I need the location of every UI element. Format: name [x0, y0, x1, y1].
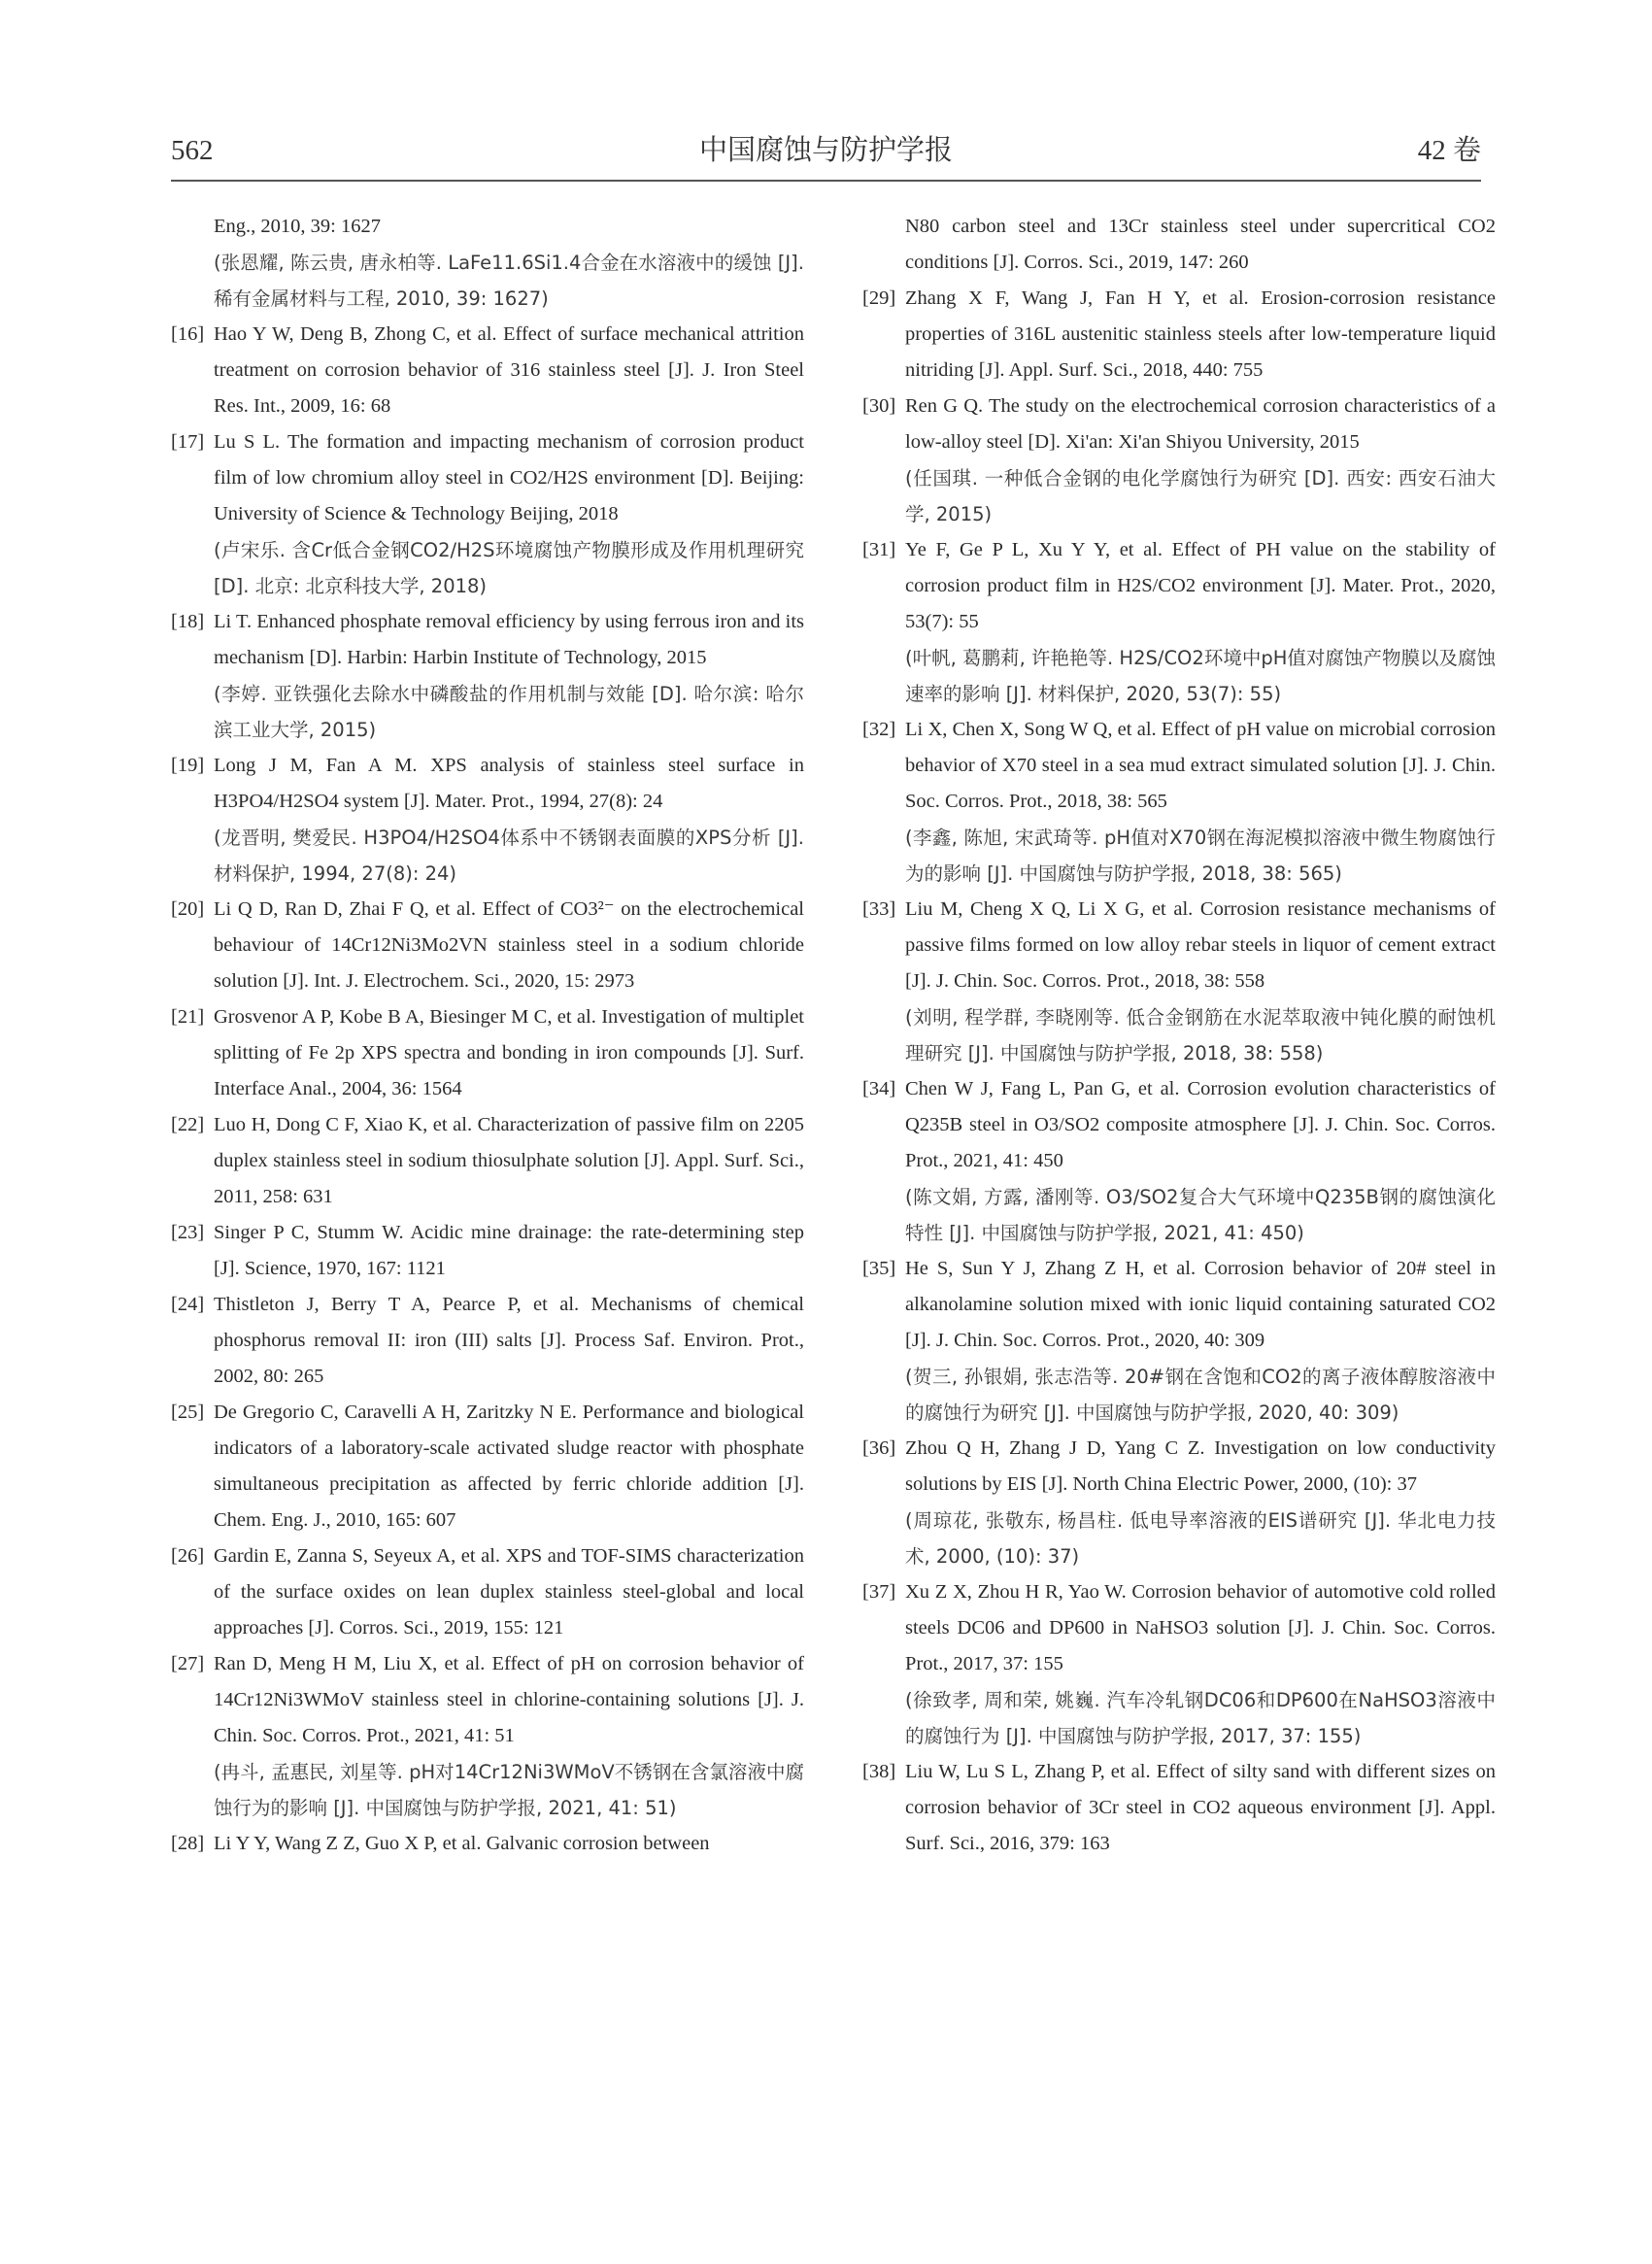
reference-text-en: Li T. Enhanced phosphate removal efficiency by using ferrous iron and its mechanism [D]. Harbin: Harbin Institute of Technology, 2015 [214, 611, 804, 668]
reference-text-zh: (李鑫, 陈旭, 宋武琦等. pH值对X70钢在海泥模拟溶液中微生物腐蚀行为的影响 [J]. 中国腐蚀与防护学报, 2018, 38: 565) [905, 827, 1496, 885]
reference-text-zh: (刘明, 程学群, 李晓刚等. 低合金钢筋在水泥萃取液中钝化膜的耐蚀机理研究 [J]. 中国腐蚀与防护学报, 2018, 38: 558) [905, 1006, 1496, 1064]
reference-text-en: Zhou Q H, Zhang J D, Yang C Z. Investigation on low conductivity solutions by EIS [J]. North China Electric Power, 2000, (10): 37 [905, 1437, 1496, 1495]
reference-text-en: N80 carbon steel and 13Cr stainless steel under supercritical CO2 conditions [J]. Corros. Sci., 2019, 147: 260 [905, 216, 1496, 273]
reference-text-en: Liu M, Cheng X Q, Li X G, et al. Corrosion resistance mechanisms of passive films formed on low alloy rebar steels in liquor of cement extract [J]. J. Chin. Soc. Corros. Prot., 2018, 38: 558 [905, 898, 1496, 992]
reference-text-zh: (陈文娟, 方露, 潘刚等. O3/SO2复合大气环境中Q235B钢的腐蚀演化特性 [J]. 中国腐蚀与防护学报, 2021, 41: 450) [905, 1186, 1496, 1244]
reference-entry [171, 604, 804, 748]
reference-text-en: Xu Z X, Zhou H R, Yao W. Corrosion behavior of automotive cold rolled steels DC06 and DP600 in NaHSO3 solution [J]. J. Chin. Soc. Corros. Prot., 2017, 37: 155 [905, 1581, 1496, 1674]
reference-entry [171, 999, 804, 1107]
reference-text-en: Eng., 2010, 39: 1627 [214, 216, 381, 237]
reference-text-en: De Gregorio C, Caravelli A H, Zaritzky N E. Performance and biological indicators of a laboratory-scale activated sludge reactor with phosphate simultaneous precipitation as affected by ferric chloride addition [J]. Chem. Eng. J., 2010, 165: 607 [214, 1402, 804, 1531]
reference-number: [24] [171, 1294, 205, 1315]
reference-text-en: Li X, Chen X, Song W Q, et al. Effect of pH value on microbial corrosion behavior of X70 steel in a sea mud extract simulated solution [J]. J. Chin. Soc. Corros. Prot., 2018, 38: 565 [905, 719, 1496, 812]
reference-text-zh: (叶帆, 葛鹏莉, 许艳艳等. H2S/CO2环境中pH值对腐蚀产物膜以及腐蚀速率的影响 [J]. 材料保护, 2020, 53(7): 55) [905, 647, 1496, 705]
reference-text-en: Li Q D, Ran D, Zhai F Q, et al. Effect of CO3²⁻ on the electrochemical behaviour of 14Cr12Ni3Mo2VN stainless steel in a sodium chloride solution [J]. Int. J. Electrochem. Sci., 2020, 15: 2973 [214, 898, 804, 992]
reference-text-en: Li Y Y, Wang Z Z, Guo X P, et al. Galvanic corrosion between [214, 1833, 710, 1854]
reference-text-en: Ren G Q. The study on the electrochemical corrosion characteristics of a low-alloy steel [D]. Xi'an: Xi'an Shiyou University, 2015 [905, 395, 1496, 453]
reference-text-en: Thistleton J, Berry T A, Pearce P, et al. Mechanisms of chemical phosphorus removal II: iron (III) salts [J]. Process Saf. Environ. Prot., 2002, 80: 265 [214, 1294, 804, 1387]
reference-entry [171, 209, 804, 317]
reference-entry [171, 317, 804, 424]
reference-number: [36] [862, 1437, 896, 1459]
reference-entry [862, 532, 1496, 712]
reference-text-zh: (李婷. 亚铁强化去除水中磷酸盐的作用机制与效能 [D]. 哈尔滨: 哈尔滨工业大学, 2015) [214, 683, 804, 741]
reference-text-en: Grosvenor A P, Kobe B A, Biesinger M C, et al. Investigation of multiplet splitting of Fe 2p XPS spectra and bonding in iron compounds [J]. Surf. Interface Anal., 2004, 36: 1564 [214, 1006, 804, 1099]
reference-entry [862, 209, 1496, 281]
reference-number: [28] [171, 1833, 205, 1854]
reference-number: [38] [862, 1761, 896, 1782]
reference-entry [862, 712, 1496, 892]
reference-number: [16] [171, 323, 205, 345]
reference-entry [862, 1431, 1496, 1574]
reference-number: [18] [171, 611, 205, 632]
reference-text-en: Luo H, Dong C F, Xiao K, et al. Characterization of passive film on 2205 duplex stainless steel in sodium thiosulphate solution [J]. Appl. Surf. Sci., 2011, 258: 631 [214, 1114, 804, 1207]
reference-entry [862, 1754, 1496, 1862]
reference-text-zh: (卢宋乐. 含Cr低合金钢CO2/H2S环境腐蚀产物膜形成及作用机理研究 [D]. 北京: 北京科技大学, 2018) [214, 539, 804, 597]
reference-text-en: Singer P C, Stumm W. Acidic mine drainage: the rate-determining step [J]. Science, 1970, 167: 1121 [214, 1222, 804, 1279]
reference-entry [171, 1287, 804, 1395]
reference-entry [862, 1574, 1496, 1754]
reference-text-en: Ran D, Meng H M, Liu X, et al. Effect of pH on corrosion behavior of 14Cr12Ni3WMoV stainless steel in chlorine-containing solutions [J]. J. Chin. Soc. Corros. Prot., 2021, 41: 51 [214, 1653, 804, 1746]
page-number: 562 [171, 135, 214, 166]
journal-title: 中国腐蚀与防护学报 [698, 135, 953, 166]
reference-text-en: Ye F, Ge P L, Xu Y Y, et al. Effect of PH value on the stability of corrosion product film in H2S/CO2 environment [J]. Mater. Prot., 2020, 53(7): 55 [905, 539, 1496, 632]
reference-text-en: Long J M, Fan A M. XPS analysis of stainless steel surface in H3PO4/H2SO4 system [J]. Mater. Prot., 1994, 27(8): 24 [214, 755, 804, 812]
reference-text-zh: (周琼花, 张敬东, 杨昌柱. 低电导率溶液的EIS谱研究 [J]. 华北电力技术, 2000, (10): 37) [905, 1509, 1496, 1568]
reference-text-en: Liu W, Lu S L, Zhang P, et al. Effect of silty sand with different sizes on corrosion behavior of 3Cr steel in CO2 aqueous environment [J]. Appl. Surf. Sci., 2016, 379: 163 [905, 1761, 1496, 1854]
reference-text-zh: (徐致孝, 周和荣, 姚巍. 汽车冷轧钢DC06和DP600在NaHSO3溶液中的腐蚀行为 [J]. 中国腐蚀与防护学报, 2017, 37: 155) [905, 1689, 1496, 1747]
reference-text-zh: (任国琪. 一种低合金钢的电化学腐蚀行为研究 [D]. 西安: 西安石油大学, 2015) [905, 467, 1496, 525]
reference-text-zh: (张恩耀, 陈云贵, 唐永柏等. LaFe11.6Si1.4合金在水溶液中的缓蚀 [J]. 稀有金属材料与工程, 2010, 39: 1627) [214, 252, 804, 310]
reference-entry [862, 892, 1496, 1071]
reference-number: [19] [171, 755, 205, 776]
reference-entry [862, 1071, 1496, 1251]
reference-number: [29] [862, 287, 896, 309]
reference-entry [862, 389, 1496, 532]
reference-entry [171, 1107, 804, 1215]
reference-number: [30] [862, 395, 896, 417]
reference-entry [171, 424, 804, 604]
reference-entry [862, 281, 1496, 389]
reference-entry [171, 1538, 804, 1646]
reference-column-right [862, 209, 1496, 1862]
reference-text-zh: (龙晋明, 樊爱民. H3PO4/H2SO4体系中不锈钢表面膜的XPS分析 [J]. 材料保护, 1994, 27(8): 24) [214, 827, 804, 885]
reference-number: [23] [171, 1222, 205, 1243]
reference-text-en: Lu S L. The formation and impacting mechanism of corrosion product film of low chromium alloy steel in CO2/H2S environment [D]. Beijing: University of Science & Technology Beijing, 2018 [214, 431, 804, 524]
reference-text-en: Zhang X F, Wang J, Fan H Y, et al. Erosion-corrosion resistance properties of 316L austenitic stainless steels after low-temperature liquid nitriding [J]. Appl. Surf. Sci., 2018, 440: 755 [905, 287, 1496, 381]
reference-number: [22] [171, 1114, 205, 1135]
reference-text-en: He S, Sun Y J, Zhang Z H, et al. Corrosion behavior of 20# steel in alkanolamine solution mixed with ionic liquid containing saturated CO2 [J]. J. Chin. Soc. Corros. Prot., 2020, 40: 309 [905, 1258, 1496, 1351]
reference-number: [35] [862, 1258, 896, 1279]
reference-column-left [171, 209, 804, 1862]
reference-number: [17] [171, 431, 205, 453]
reference-entry [862, 1251, 1496, 1431]
reference-number: [32] [862, 719, 896, 740]
reference-number: [27] [171, 1653, 205, 1674]
reference-text-en: Chen W J, Fang L, Pan G, et al. Corrosion evolution characteristics of Q235B steel in O3/SO2 composite atmosphere [J]. J. Chin. Soc. Corros. Prot., 2021, 41: 450 [905, 1078, 1496, 1171]
reference-number: [21] [171, 1006, 205, 1028]
reference-entry [171, 1215, 804, 1287]
reference-number: [25] [171, 1402, 205, 1423]
reference-number: [26] [171, 1545, 205, 1567]
reference-entry [171, 1826, 804, 1862]
volume-label: 42 卷 [1417, 135, 1481, 166]
header-rule [171, 180, 1481, 182]
reference-text-en: Hao Y W, Deng B, Zhong C, et al. Effect of surface mechanical attrition treatment on corrosion behavior of 316 stainless steel [J]. J. Iron Steel Res. Int., 2009, 16: 68 [214, 323, 804, 417]
reference-number: [34] [862, 1078, 896, 1099]
reference-number: [33] [862, 898, 896, 920]
reference-text-en: Gardin E, Zanna S, Seyeux A, et al. XPS and TOF-SIMS characterization of the surface oxides on lean duplex stainless steel-global and local approaches [J]. Corros. Sci., 2019, 155: 121 [214, 1545, 804, 1639]
reference-text-zh: (冉斗, 孟惠民, 刘星等. pH对14Cr12Ni3WMoV不锈钢在含氯溶液中腐蚀行为的影响 [J]. 中国腐蚀与防护学报, 2021, 41: 51) [214, 1761, 804, 1819]
reference-text-zh: (贺三, 孙银娟, 张志浩等. 20#钢在含饱和CO2的离子液体醇胺溶液中的腐蚀行为研究 [J]. 中国腐蚀与防护学报, 2020, 40: 309) [905, 1366, 1496, 1424]
reference-entry [171, 892, 804, 999]
reference-number: [20] [171, 898, 205, 920]
reference-entry [171, 1395, 804, 1538]
reference-entry [171, 1646, 804, 1826]
reference-number: [37] [862, 1581, 896, 1603]
reference-number: [31] [862, 539, 896, 560]
reference-entry [171, 748, 804, 892]
